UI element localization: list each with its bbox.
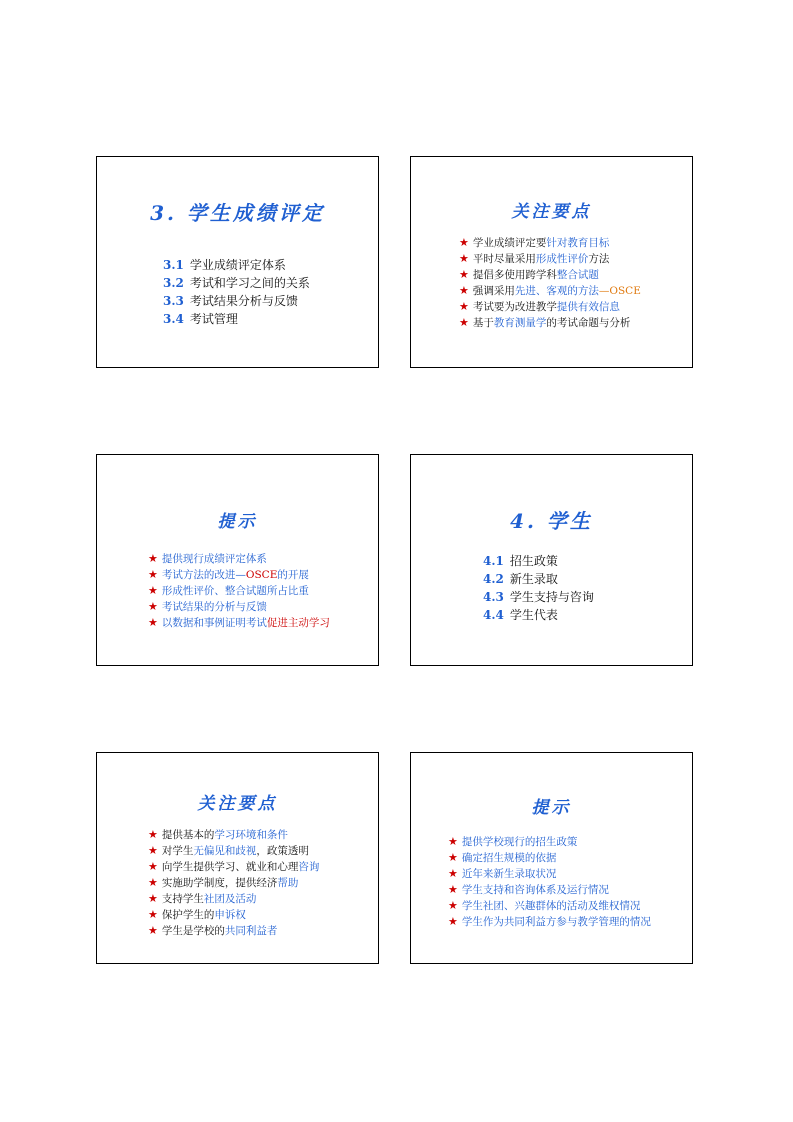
toc-item: 4.1 招生政策: [483, 554, 558, 568]
toc-item: 3.1 学业成绩评定体系: [163, 258, 286, 272]
bullet-item: [459, 267, 641, 283]
bullet-item: [148, 923, 319, 939]
toc-item: 4.2 新生录取: [483, 572, 558, 586]
star-icon: ★: [148, 908, 158, 921]
bullet-text: 对学生: [161, 845, 194, 857]
slide-tips-students: [410, 752, 693, 964]
toc-item: 4.3 学生支持与咨询: [483, 590, 594, 604]
bullet-item: [148, 907, 319, 923]
slide-key-points-students: [96, 752, 379, 964]
bullet-item: [448, 866, 651, 882]
bullet-text: 的开展: [277, 569, 309, 581]
star-icon: ★: [148, 600, 158, 613]
bullet-text: 先进、客观的方法: [514, 285, 599, 297]
bullet-text: 提供现行成绩评定体系: [161, 553, 267, 565]
star-icon: ★: [459, 284, 469, 297]
star-icon: ★: [148, 828, 158, 841]
star-icon: ★: [148, 892, 158, 905]
star-icon: ★: [459, 316, 469, 329]
bullet-list: [148, 551, 330, 631]
bullet-item: [459, 235, 641, 251]
bullet-text: 学生作为共同利益方参与教学管理的情况: [461, 916, 651, 928]
bullet-text: OSCE: [245, 569, 278, 581]
bullet-text: 共同利益者: [224, 925, 278, 937]
bullet-text: 支持学生: [161, 893, 204, 905]
bullet-text: 以数据和事例证明考试: [161, 617, 267, 629]
bullet-item: [148, 583, 330, 599]
bullet-item: [448, 834, 651, 850]
slide-key-points-assessment: [410, 156, 693, 368]
slide-title: 3. 学生成绩评定: [150, 201, 325, 225]
bullet-text: 无偏见和歧视: [193, 845, 257, 857]
star-icon: ★: [448, 883, 458, 896]
star-icon: ★: [448, 915, 458, 928]
bullet-item: [148, 875, 319, 891]
bullet-text: 学生支持和咨询体系及运行情况: [461, 884, 609, 896]
bullet-text: 促进主动学习: [266, 617, 330, 629]
bullet-text: 学习环境和条件: [214, 829, 288, 841]
slide-title: 4. 学生: [510, 509, 593, 533]
bullet-text: 提供学校现行的招生政策: [461, 836, 578, 848]
star-icon: ★: [459, 252, 469, 265]
bullet-text: 形成性评价、整合试题所占比重: [161, 585, 309, 597]
bullet-item: [148, 615, 330, 631]
bullet-text: 申诉权: [214, 909, 246, 921]
bullet-text: 学业成绩评定要: [472, 237, 547, 249]
bullet-text: 教育测量学: [493, 317, 547, 329]
bullet-text: 提供基本的: [161, 829, 215, 841]
bullet-text: 基于: [472, 317, 494, 329]
bullet-text: 学生社团、兴趣群体的活动及维权情况: [461, 900, 641, 912]
bullet-text: 社团及活动: [203, 893, 257, 905]
bullet-text: 确定招生规模的依据: [461, 852, 557, 864]
star-icon: ★: [148, 860, 158, 873]
slide-title: 关注要点: [197, 794, 278, 814]
toc-item: 3.4 考试管理: [163, 312, 238, 326]
bullet-text: 实施助学制度，提供经济: [161, 877, 278, 889]
bullet-text: 提倡多使用跨学科: [472, 269, 557, 281]
slide-title: 关注要点: [511, 202, 592, 222]
toc-item: 3.3 考试结果分析与反馈: [163, 294, 298, 308]
bullet-item: [148, 567, 330, 583]
bullet-text: 平时尽量采用: [472, 253, 536, 265]
bullet-item: [448, 850, 651, 866]
star-icon: ★: [148, 844, 158, 857]
star-icon: ★: [148, 876, 158, 889]
bullet-text: 针对教育目标: [546, 237, 610, 249]
bullet-item: [459, 315, 641, 331]
bullet-text: 咨询: [298, 861, 320, 873]
bullet-item: [148, 599, 330, 615]
star-icon: ★: [148, 924, 158, 937]
star-icon: ★: [148, 552, 158, 565]
bullet-text: 形成性评价: [535, 253, 589, 265]
bullet-text: 考试方法的改进—: [161, 569, 246, 581]
bullet-text: ，政策透明: [256, 845, 309, 857]
toc-item: 4.4 学生代表: [483, 608, 558, 622]
bullet-item: [148, 843, 319, 859]
bullet-list: [448, 834, 651, 930]
slide-4-students: [410, 454, 693, 666]
bullet-list: [459, 235, 641, 331]
bullet-text: 方法: [588, 253, 610, 265]
slide-tips-assessment: [96, 454, 379, 666]
bullet-item: [148, 551, 330, 567]
star-icon: ★: [459, 268, 469, 281]
slide-title: 提示: [217, 512, 258, 532]
slide-3-grade-assessment: [96, 156, 379, 368]
bullet-item: [148, 827, 319, 843]
bullet-text: 的考试命题与分析: [546, 317, 631, 329]
bullet-list: [148, 827, 319, 939]
toc-list: [163, 256, 310, 328]
bullet-item: [459, 283, 641, 299]
star-icon: ★: [148, 584, 158, 597]
bullet-text: 帮助: [277, 877, 299, 889]
bullet-item: [148, 859, 319, 875]
bullet-text: 向学生提供学习、就业和心理: [161, 861, 299, 873]
star-icon: ★: [448, 851, 458, 864]
bullet-text: 提供有效信息: [556, 301, 620, 313]
bullet-text: 考试要为改进教学: [472, 301, 557, 313]
bullet-item: [448, 882, 651, 898]
bullet-text: 考试结果的分析与反馈: [161, 601, 267, 613]
star-icon: ★: [448, 899, 458, 912]
bullet-item: [459, 251, 641, 267]
toc-list: [483, 552, 594, 624]
bullet-item: [448, 898, 651, 914]
bullet-text: 强调采用: [472, 285, 515, 297]
bullet-text: 保护学生的: [161, 909, 215, 921]
bullet-text: 学生是学校的: [161, 925, 225, 937]
star-icon: ★: [459, 300, 469, 313]
star-icon: ★: [459, 236, 469, 249]
toc-item: 3.2 考试和学习之间的关系: [163, 276, 310, 290]
bullet-item: [448, 914, 651, 930]
slide-title: 提示: [531, 798, 572, 818]
star-icon: ★: [148, 568, 158, 581]
star-icon: ★: [148, 616, 158, 629]
star-icon: ★: [448, 835, 458, 848]
bullet-item: [459, 299, 641, 315]
bullet-text: 近年来新生录取状况: [461, 868, 557, 880]
star-icon: ★: [448, 867, 458, 880]
bullet-text: —OSCE: [598, 285, 641, 297]
bullet-item: [148, 891, 319, 907]
bullet-text: 整合试题: [556, 269, 599, 281]
